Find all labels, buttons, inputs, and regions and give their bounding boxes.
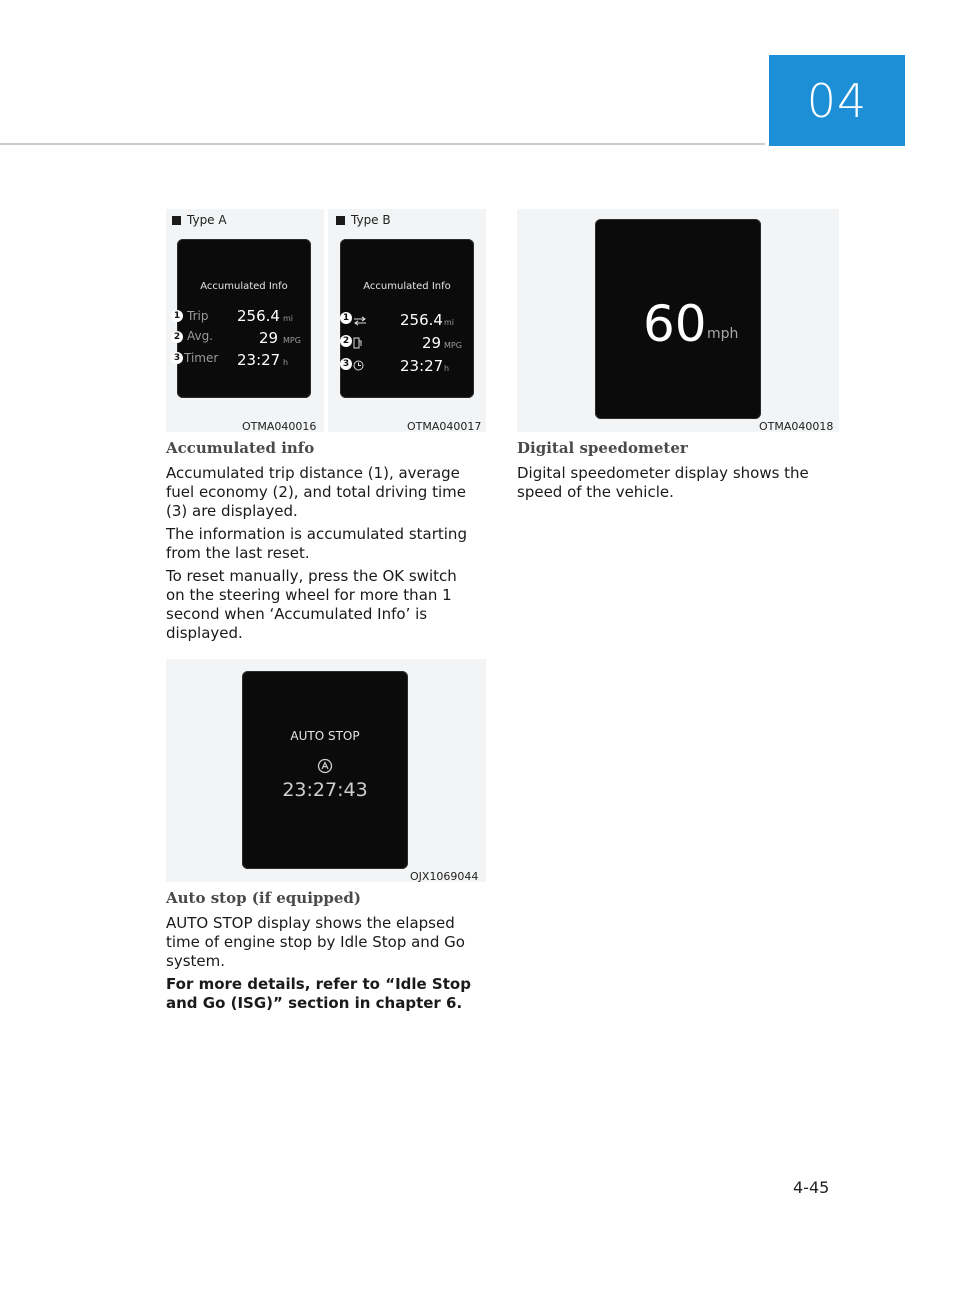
- section-title-accumulated: Accumulated info: [166, 439, 315, 457]
- cluster-screen-auto-stop: [242, 671, 408, 869]
- type-b-label: Type B: [336, 213, 391, 227]
- auto-stop-time: 23:27:43: [282, 779, 368, 801]
- chapter-tab: 04: [769, 55, 905, 146]
- cluster-screen-speedometer: [595, 219, 761, 419]
- fuel-pump-icon: [353, 337, 363, 349]
- callout-badge-1: 1: [340, 312, 352, 324]
- cluster-screen-type-a: [177, 239, 311, 398]
- callout-badge-3: 3: [171, 352, 183, 364]
- callout-badge-3: 3: [340, 358, 352, 370]
- clock-icon: [353, 360, 364, 371]
- row-trip: 256.4 mi: [340, 311, 474, 331]
- callout-badge-2: 2: [340, 335, 352, 347]
- row-fuel: 29 MPG: [340, 334, 474, 354]
- square-bullet-icon: [172, 216, 181, 225]
- figure-code: OTMA040016: [242, 420, 317, 433]
- paragraph: AUTO STOP display shows the elapsed time of engine stop by Idle Stop and Go system.: [166, 914, 465, 970]
- cluster-screen-type-b: [340, 239, 474, 398]
- row-avg: Avg. 29 MPG: [187, 329, 301, 347]
- paragraph: Digital speedometer display shows the speed of the vehicle.: [517, 464, 809, 501]
- screen-heading: Accumulated Info: [200, 281, 288, 292]
- figure-type-a: [166, 209, 324, 432]
- header-rule: [0, 143, 765, 145]
- row-trip: Trip 256.4 mi: [187, 307, 294, 325]
- section-title-auto-stop: Auto stop (if equipped): [166, 889, 361, 907]
- auto-stop-heading: AUTO STOP: [290, 729, 360, 743]
- section-title-speedometer: Digital speedometer: [517, 439, 688, 457]
- figure-type-b: [328, 209, 486, 432]
- row-timer: Timer 23:27 h: [184, 351, 289, 369]
- square-bullet-icon: [336, 216, 345, 225]
- callout-badge-1: 1: [171, 310, 183, 322]
- type-a-label: Type A: [172, 213, 227, 227]
- paragraph: The information is accumulated starting from the last reset.: [166, 525, 467, 562]
- figure-code: OJX1069044: [410, 870, 479, 883]
- paragraph: Accumulated trip distance (1), average fuel economy (2), and total driving time (3) are displayed.: [166, 464, 466, 520]
- paragraph: To reset manually, press the OK switch on the steering wheel for more than 1 second when ‘Accumulated Info’ is displayed.: [166, 567, 457, 642]
- page-number: 4-45: [793, 1178, 830, 1197]
- trip-arrows-icon: [353, 316, 367, 326]
- speed-value: 60: [643, 295, 707, 353]
- figure-auto-stop: [166, 659, 486, 882]
- auto-stop-icon: [317, 758, 333, 774]
- callout-badge-2: 2: [171, 331, 183, 343]
- speed-unit: mph: [707, 326, 739, 342]
- figure-code: OTMA040018: [759, 420, 834, 433]
- screen-heading: Accumulated Info: [363, 281, 451, 292]
- cross-reference-note: For more details, refer to “Idle Stop and Go (ISG)” section in chapter 6.: [166, 975, 471, 1012]
- figure-speedometer: [517, 209, 839, 432]
- figure-code: OTMA040017: [407, 420, 482, 433]
- row-time: 23:27 h: [340, 357, 474, 377]
